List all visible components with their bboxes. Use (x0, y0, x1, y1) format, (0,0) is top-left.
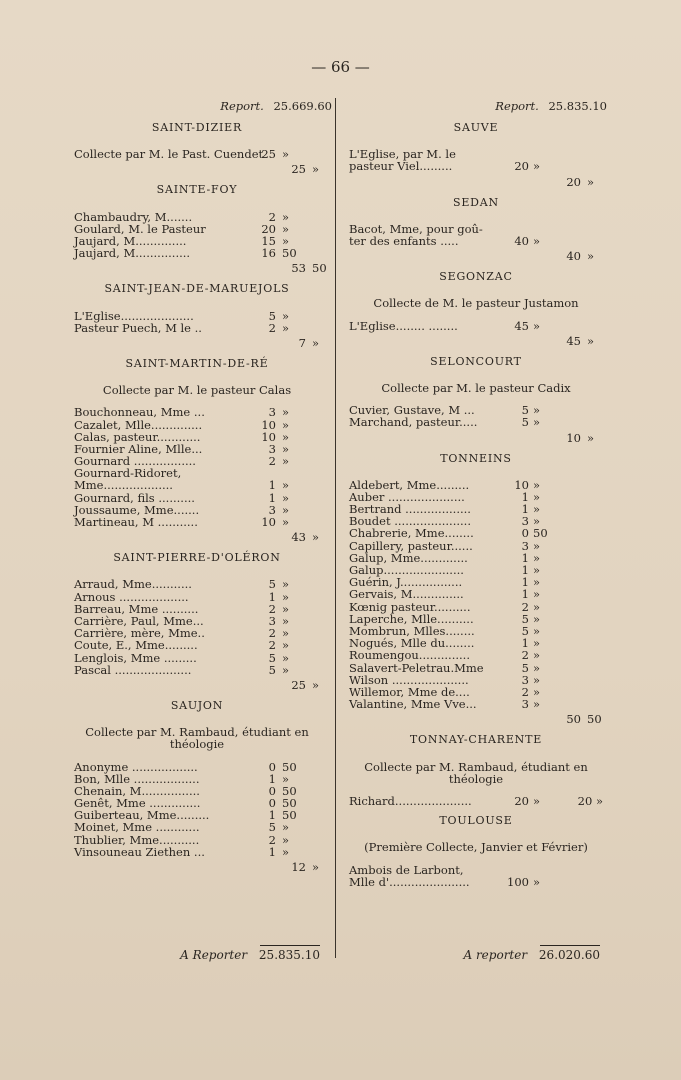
amount-centimes: 50 (282, 796, 297, 811)
section-subtitle: Collecte de M. le pasteur Justamon (373, 296, 579, 311)
donor-name: ter des enfants ..... (349, 233, 459, 248)
donation-entry (345, 601, 607, 613)
amount-centimes: » (282, 308, 290, 323)
amount-centimes: » (282, 832, 290, 847)
section-heading: TONNEINS (440, 451, 512, 465)
donation-entry (62, 578, 332, 590)
amount-centimes: » (533, 550, 541, 565)
donor-name: Nogués, Mlle du........ (349, 636, 475, 651)
amount-francs: 2 (521, 648, 529, 663)
donor-name: Kœnig pasteur.......... (349, 599, 471, 614)
amount-francs: 0 (268, 759, 276, 774)
amount-centimes: » (282, 490, 290, 505)
amount-centimes: » (533, 684, 541, 699)
total-francs: 50 (566, 712, 581, 727)
amount-centimes: » (282, 771, 290, 786)
left-footer (150, 945, 320, 962)
section-total (345, 431, 607, 445)
amount-centimes: » (533, 514, 541, 529)
amount-francs: 2 (268, 320, 276, 335)
amount-centimes: » (282, 662, 290, 677)
section-total: 20 » (577, 793, 603, 808)
amount-francs: 3 (521, 672, 529, 687)
section-total (62, 336, 332, 350)
donor-name: Bertrand .................. (349, 502, 471, 517)
section-heading: SAINT-JEAN-DE-MARUEJOLS (104, 282, 290, 296)
section-heading: SAUVE (453, 121, 499, 134)
donation-entry (345, 416, 607, 428)
section-total (345, 334, 607, 348)
amount-centimes: » (282, 441, 290, 456)
donor-name: Calas, pasteur............ (74, 429, 201, 444)
amount-francs: 20 (261, 221, 276, 236)
donation-entry (62, 591, 332, 603)
total-centimes: 50 (587, 712, 602, 727)
report-value: 25.669.60 (273, 99, 332, 113)
amount-francs: 3 (268, 441, 276, 456)
right-footer (430, 945, 600, 962)
donation-entry (62, 148, 332, 160)
donor-name: Vinsouneau Ziethen ... (74, 844, 205, 859)
amount-francs: 1 (268, 808, 276, 823)
footer-rule (260, 945, 320, 946)
right-column (345, 98, 607, 888)
amount-centimes: » (533, 563, 541, 578)
amount-francs: 1 (268, 771, 276, 786)
amount-francs: 16 (261, 246, 276, 261)
donor-name: Pascal ..................... (74, 662, 192, 677)
donation-section (345, 815, 607, 888)
amount-francs: 40 (514, 233, 529, 248)
amount-centimes: » (282, 626, 290, 641)
donor-name: Galup, Mme............. (349, 550, 468, 565)
donor-name: Roumengou.............. (349, 648, 470, 663)
donor-name: Jaujard, M.............. (74, 233, 187, 248)
total-francs: 20 (566, 174, 581, 189)
amount-centimes: » (282, 515, 290, 530)
amount-francs: 3 (268, 502, 276, 517)
donation-entry (345, 527, 607, 539)
amount-centimes: » (533, 636, 541, 651)
amount-centimes: » (282, 320, 290, 335)
donor-name: Martineau, M ........... (74, 515, 198, 530)
amount-francs: 1 (268, 589, 276, 604)
amount-francs: 2 (268, 626, 276, 641)
section-total (345, 175, 607, 189)
donor-name: Willemor, Mme de.... (349, 684, 470, 699)
amount-centimes: » (282, 233, 290, 248)
amount-centimes: » (533, 538, 541, 553)
donor-name: Mlle d'...................... (349, 874, 470, 889)
donor-name: pasteur Viel......... (349, 159, 453, 174)
amount-francs: 5 (268, 650, 276, 665)
donor-name: Galup...................... (349, 563, 464, 578)
donor-name: Bouchonneau, Mme ... (74, 405, 205, 420)
amount-francs: 100 (507, 874, 529, 889)
donation-entry (62, 761, 332, 773)
section-subtitle: Collecte par M. Rambaud, étudiant en théologie (364, 759, 588, 786)
amount-centimes: » (533, 697, 541, 712)
amount-francs: 1 (268, 844, 276, 859)
donor-name: Chambaudry, M....... (74, 209, 193, 224)
amount-francs: 25 (261, 147, 276, 162)
donor-name: Jaujard, M............... (74, 246, 191, 261)
donor-name: Mombrun, Mlles........ (349, 623, 475, 638)
amount-centimes: » (282, 209, 290, 224)
amount-francs: 2 (521, 684, 529, 699)
amount-centimes: » (533, 415, 541, 430)
donation-entry (345, 588, 607, 600)
amount-centimes: » (282, 454, 290, 469)
donor-name: Guérin, J................. (349, 575, 463, 590)
donor-name: Gournard, fils .......... (74, 490, 195, 505)
amount-centimes: » (533, 318, 541, 333)
total-francs: 25 (291, 162, 306, 177)
amount-francs: 0 (521, 526, 529, 541)
amount-centimes: 50 (533, 526, 548, 541)
amount-francs: 1 (521, 587, 529, 602)
donation-entry (345, 662, 607, 674)
amount-francs: 5 (521, 623, 529, 638)
section-heading: SEDAN (453, 195, 499, 209)
section-total (62, 162, 332, 176)
amount-francs: 1 (521, 502, 529, 517)
donor-name: Gournard-Ridoret, (74, 466, 182, 481)
amount-francs: 1 (521, 563, 529, 578)
section-heading: SEGONZAC (439, 270, 513, 284)
report-line (62, 98, 332, 114)
donation-section (345, 197, 607, 264)
donor-name: Collecte par M. le Past. Cuendet (74, 147, 264, 162)
amount-francs: 1 (521, 636, 529, 651)
amount-centimes: » (533, 660, 541, 675)
amount-francs: 10 (261, 515, 276, 530)
section-total (62, 678, 332, 692)
donation-entry (345, 876, 607, 888)
amount-francs: 0 (268, 783, 276, 798)
section-heading: SAINT-DIZIER (151, 121, 243, 134)
donor-name: Bon, Mlle .................. (74, 771, 200, 786)
donation-entry (62, 419, 332, 431)
amount-centimes: » (282, 417, 290, 432)
amount-francs: 5 (521, 403, 529, 418)
donor-name: Cazalet, Mlle.............. (74, 417, 203, 432)
amount-francs: 5 (521, 611, 529, 626)
donor-name: L'Eglise........ ........ (349, 318, 458, 333)
total-francs: 12 (291, 860, 306, 875)
donation-entry (345, 160, 607, 172)
total-centimes: » (587, 174, 595, 189)
donor-name: Arraud, Mme........... (74, 577, 192, 592)
section-heading: TONNAY-CHARENTE (409, 733, 543, 747)
amount-francs: 1 (521, 489, 529, 504)
section-total (62, 261, 332, 275)
report-value: 25.835.10 (548, 99, 607, 113)
donor-name: Carrière, Paul, Mme... (74, 613, 204, 628)
amount-centimes: » (533, 575, 541, 590)
donor-name: Anonyme .................. (74, 759, 198, 774)
amount-centimes: » (282, 147, 290, 162)
donor-name: Moinet, Mme ............ (74, 820, 200, 835)
amount-centimes: » (533, 793, 541, 808)
amount-centimes: » (533, 874, 541, 889)
amount-francs: 10 (261, 429, 276, 444)
donation-entry (345, 698, 607, 710)
donation-section (345, 356, 607, 445)
amount-centimes: » (282, 613, 290, 628)
amount-francs: 5 (268, 662, 276, 677)
section-total (345, 712, 607, 726)
amount-francs: 20 (514, 159, 529, 174)
amount-francs: 15 (261, 233, 276, 248)
section-subtitle: Collecte par M. Rambaud, étudiant en théologie (85, 725, 309, 752)
amount-francs: 45 (514, 318, 529, 333)
donation-section (62, 552, 332, 692)
section-subtitle: Collecte par M. le pasteur Calas (102, 383, 292, 398)
total-centimes: » (312, 335, 320, 350)
donor-name: Cuvier, Gustave, M ... (349, 403, 475, 418)
amount-centimes: » (533, 159, 541, 174)
donation-section (345, 734, 607, 807)
amount-francs: 3 (268, 405, 276, 420)
total-francs: 53 (291, 261, 306, 276)
donation-entry (345, 649, 607, 661)
amount-centimes: » (282, 589, 290, 604)
amount-francs: 2 (268, 832, 276, 847)
column-divider (335, 98, 336, 958)
amount-centimes: » (533, 403, 541, 418)
amount-centimes: » (282, 405, 290, 420)
section-heading: SAUJON (170, 698, 224, 712)
section-subtitle: Collecte par M. le pasteur Cadix (381, 380, 571, 395)
amount-centimes: » (533, 587, 541, 602)
total-centimes: » (312, 860, 320, 875)
donation-section (62, 283, 332, 350)
donor-name: Mme................... (74, 478, 173, 493)
total-francs: 10 (566, 430, 581, 445)
sections-list (345, 122, 607, 888)
left-column (62, 98, 332, 874)
donation-entry (345, 864, 607, 876)
donor-name: Coute, E., Mme......... (74, 638, 198, 653)
donor-name: Capillery, pasteur...... (349, 538, 473, 553)
amount-centimes: » (282, 502, 290, 517)
donation-entry (62, 834, 332, 846)
donation-entry (345, 320, 607, 332)
donor-name: Thublier, Mme........... (74, 832, 200, 847)
donation-entry (62, 652, 332, 664)
donor-name: Marchand, pasteur..... (349, 415, 478, 430)
amount-centimes: » (282, 820, 290, 835)
donor-name: Arnous ................... (74, 589, 189, 604)
donation-entry (345, 795, 607, 807)
amount-centimes: » (282, 844, 290, 859)
total-francs: 25 (291, 677, 306, 692)
amount-francs: 5 (268, 820, 276, 835)
amount-centimes: » (282, 601, 290, 616)
donor-name: Lenglois, Mme ......... (74, 650, 197, 665)
donor-name: Boudet ..................... (349, 514, 471, 529)
donation-section (345, 271, 607, 348)
donation-entry (62, 479, 332, 491)
amount-francs: 2 (268, 601, 276, 616)
donor-name: Wilson ..................... (349, 672, 469, 687)
amount-centimes: » (533, 502, 541, 517)
donor-name: L'Eglise, par M. le (349, 147, 456, 162)
donation-section (62, 700, 332, 874)
donation-section (62, 122, 332, 176)
amount-francs: 20 (514, 793, 529, 808)
section-subtitle: (Première Collecte, Janvier et Février) (364, 840, 588, 855)
total-centimes: » (312, 530, 320, 545)
amount-centimes: » (533, 233, 541, 248)
donation-entry (62, 492, 332, 504)
donor-name: Aldebert, Mme......... (349, 477, 470, 492)
amount-francs: 1 (268, 490, 276, 505)
donor-name: Valantine, Mme Vve... (349, 697, 477, 712)
donation-entry (62, 211, 332, 223)
total-centimes: » (587, 333, 595, 348)
amount-francs: 3 (521, 514, 529, 529)
donation-section (345, 122, 607, 189)
section-total (62, 860, 332, 874)
amount-centimes: » (282, 478, 290, 493)
donation-entry (62, 322, 332, 334)
footer-value: 25.835.10 (258, 948, 320, 962)
donor-name: Guiberteau, Mme......... (74, 808, 210, 823)
donor-name: Genêt, Mme .............. (74, 796, 201, 811)
donor-name: L'Eglise.................... (74, 308, 194, 323)
total-centimes: » (587, 430, 595, 445)
donation-entry (62, 846, 332, 858)
donation-entry (62, 821, 332, 833)
footer-rule (540, 945, 600, 946)
donor-name: Ambois de Larbont, (349, 862, 464, 877)
section-total (62, 530, 332, 544)
amount-centimes: 50 (282, 783, 297, 798)
amount-francs: 5 (521, 660, 529, 675)
donor-name: Salavert-Peletrau.Mme (349, 660, 484, 675)
donation-section (345, 453, 607, 727)
total-francs: 43 (291, 530, 306, 545)
amount-francs: 1 (521, 550, 529, 565)
amount-centimes: » (282, 638, 290, 653)
donor-name: Carrière, mère, Mme.. (74, 626, 205, 641)
report-line (345, 98, 607, 114)
donor-name: Gournard ................. (74, 454, 196, 469)
footer-value: 26.020.60 (538, 948, 600, 962)
donor-name: Barreau, Mme .......... (74, 601, 199, 616)
amount-francs: 3 (521, 697, 529, 712)
amount-francs: 3 (521, 538, 529, 553)
amount-francs: 2 (521, 599, 529, 614)
report-label: Report. (220, 99, 264, 113)
amount-francs: 5 (268, 577, 276, 592)
donation-entry (62, 310, 332, 322)
footer-label: A Reporter (180, 948, 248, 962)
donation-entry (345, 235, 607, 247)
amount-centimes: » (533, 489, 541, 504)
amount-centimes: 50 (282, 808, 297, 823)
page-number: — 66 — (311, 58, 370, 76)
total-francs: 45 (566, 333, 581, 348)
amount-centimes: » (282, 429, 290, 444)
amount-francs: 5 (521, 415, 529, 430)
donation-section (62, 184, 332, 275)
amount-centimes: » (533, 648, 541, 663)
amount-centimes: » (282, 221, 290, 236)
amount-francs: 2 (268, 454, 276, 469)
amount-centimes: 50 (282, 246, 297, 261)
amount-francs: 1 (521, 575, 529, 590)
amount-centimes: 50 (282, 759, 297, 774)
amount-centimes: » (533, 599, 541, 614)
amount-centimes: » (533, 477, 541, 492)
total-centimes: » (312, 677, 320, 692)
donor-name: Goulard, M. le Pasteur (74, 221, 206, 236)
amount-francs: 10 (261, 417, 276, 432)
donor-name: Fournier Aline, Mlle... (74, 441, 203, 456)
section-heading: SAINT-MARTIN-DE-RÉ (125, 356, 269, 370)
amount-centimes: » (282, 650, 290, 665)
sections-list (62, 122, 332, 874)
section-heading: SAINTE-FOY (156, 183, 238, 197)
amount-francs: 2 (268, 209, 276, 224)
donor-name: Joussaume, Mme....... (74, 502, 200, 517)
amount-francs: 5 (268, 308, 276, 323)
amount-francs: 2 (268, 638, 276, 653)
total-centimes: » (587, 249, 595, 264)
section-heading: SELONCOURT (430, 354, 522, 368)
donor-name: Chenain, M................ (74, 783, 200, 798)
section-total (345, 249, 607, 263)
report-label: Report. (495, 99, 539, 113)
donation-entry (62, 406, 332, 418)
donor-name: Laperche, Mlle.......... (349, 611, 474, 626)
donation-section (62, 358, 332, 544)
amount-centimes: » (533, 672, 541, 687)
amount-centimes: » (533, 623, 541, 638)
amount-francs: 1 (268, 478, 276, 493)
donation-entry (62, 247, 332, 259)
amount-francs: 3 (268, 613, 276, 628)
donor-name: Auber ..................... (349, 489, 465, 504)
donation-entry (62, 664, 332, 676)
donor-name: Chabrerie, Mme........ (349, 526, 474, 541)
amount-centimes: » (533, 611, 541, 626)
donation-entry (62, 516, 332, 528)
total-centimes: » (312, 162, 320, 177)
amount-francs: 0 (268, 796, 276, 811)
section-heading: TOULOUSE (439, 814, 513, 828)
total-francs: 40 (566, 249, 581, 264)
total-centimes: 50 (312, 261, 327, 276)
amount-centimes: » (282, 577, 290, 592)
donor-name: Gervais, M.............. (349, 587, 464, 602)
amount-francs: 10 (514, 477, 529, 492)
donor-name: Pasteur Puech, M le .. (74, 320, 202, 335)
footer-label: A reporter (463, 948, 528, 962)
total-francs: 7 (298, 335, 306, 350)
donation-entry (62, 639, 332, 651)
donor-name: Richard..................... (349, 793, 472, 808)
section-heading: SAINT-PIERRE-D'OLÉRON (113, 551, 281, 565)
donor-name: Bacot, Mme, pour goû- (349, 221, 483, 236)
